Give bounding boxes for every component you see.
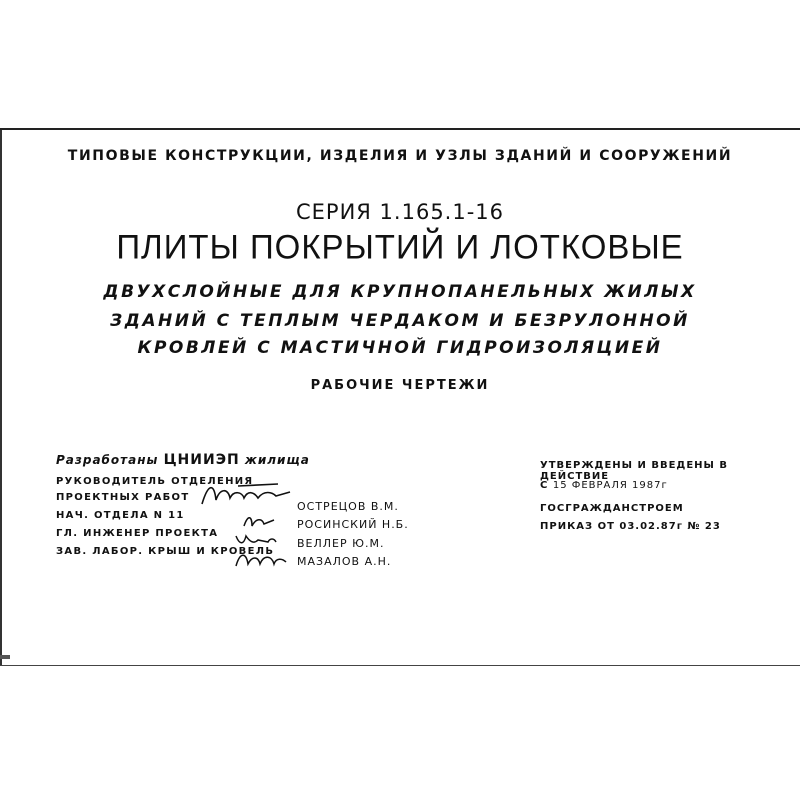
name-veller: ВЕЛЛЕР Ю.М. [297,537,385,550]
role-design-works: ПРОЕКТНЫХ РАБОТ [56,492,190,503]
developer-prefix: Разработаны [56,453,159,467]
approval-date: 15 ФЕВРАЛЯ 1987г [552,480,668,491]
signature-1-icon [198,480,298,510]
name-rosinsky: РОСИНСКИЙ Н.Б. [297,518,409,531]
name-mazalov: МАЗАЛОВ А.Н. [297,555,392,568]
approval-date-line [540,480,668,491]
approval-date-prefix: С [540,480,549,491]
signature-4-icon [232,548,292,572]
developer-line [56,452,310,468]
role-head-of-department: РУКОВОДИТЕЛЬ ОТДЕЛЕНИЯ [56,476,254,487]
approval-authority: ГОСГРАЖДАНСТРОЕМ [540,503,684,514]
header-line: ТИПОВЫЕ КОНСТРУКЦИИ, ИЗДЕЛИЯ И УЗЛЫ ЗДАНИЙ И СООРУЖЕНИЙ [67,148,733,164]
subtitle-line-3: КРОВЛЕЙ С МАСТИЧНОЙ ГИДРОИЗОЛЯЦИЕЙ [137,338,663,358]
role-chief-engineer: ГЛ. ИНЖЕНЕР ПРОЕКТА [56,528,219,539]
developer-suffix: жилища [244,453,310,467]
developer-org: ЦНИИЭП [163,452,240,468]
signature-2-icon [240,512,280,532]
signature-3-icon [232,530,282,550]
subtitle-line-1: ДВУХСЛОЙНЫЕ ДЛЯ КРУПНОПАНЕЛЬНЫХ ЖИЛЫХ [103,282,697,302]
role-lab-head: ЗАВ. ЛАБОР. КРЫШ И КРОВЕЛЬ [56,546,275,557]
name-ostretsov: ОСТРЕЦОВ В.М. [297,500,399,513]
edge-mark [0,655,10,659]
approval-order: ПРИКАЗ ОТ 03.02.87г № 23 [540,521,721,532]
drawings-label: РАБОЧИЕ ЧЕРТЕЖИ [310,378,490,393]
subtitle-line-2: ЗДАНИЙ С ТЕПЛЫМ ЧЕРДАКОМ И БЕЗРУЛОННОЙ [110,311,690,331]
role-department-chief: НАЧ. ОТДЕЛА N 11 [56,510,185,521]
approval-line-1: УТВЕРЖДЕНЫ И ВВЕДЕНЫ В ДЕЙСТВИЕ [540,460,729,482]
main-title: ПЛИТЫ ПОКРЫТИЙ И ЛОТКОВЫЕ [116,227,684,266]
series-number: СЕРИЯ 1.165.1-16 [295,200,505,224]
